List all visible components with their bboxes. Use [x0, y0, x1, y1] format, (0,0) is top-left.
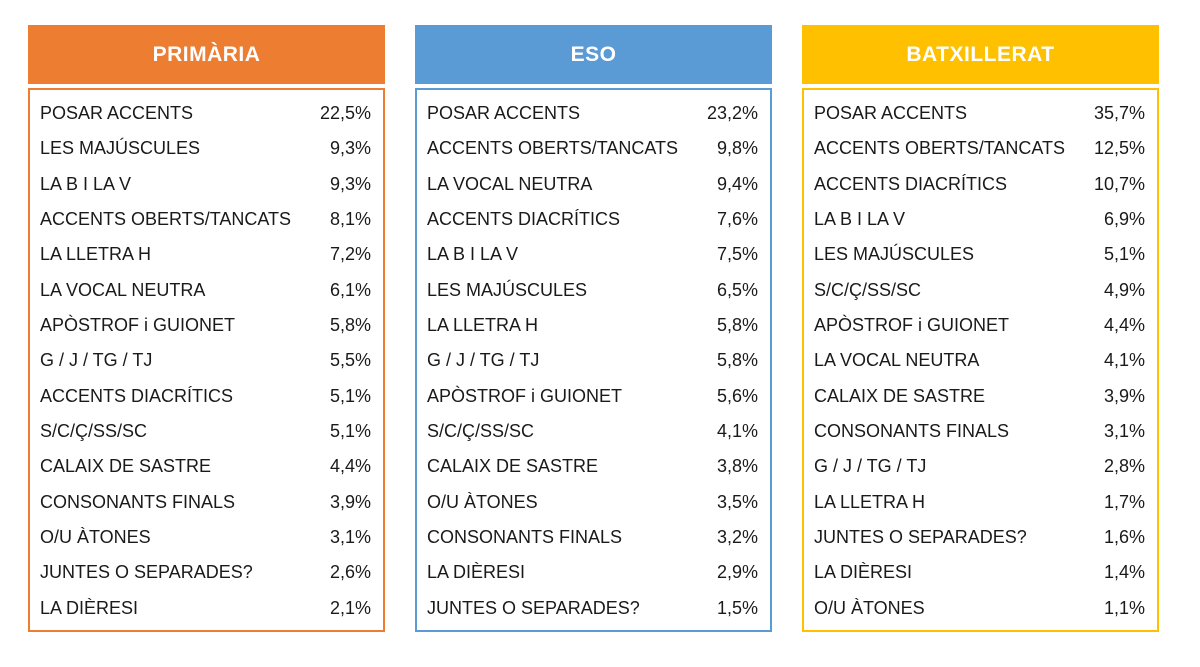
row-value: 12,5%: [1093, 138, 1145, 159]
row-label: LA DIÈRESI: [427, 562, 526, 583]
table-row: [40, 520, 371, 555]
row-label: CONSONANTS FINALS: [40, 491, 236, 512]
row-label: ACCENTS OBERTS/TANCATS: [427, 138, 679, 159]
row-value: 5,8%: [716, 315, 758, 336]
row-value: 2,9%: [716, 562, 758, 583]
row-value: 3,8%: [716, 456, 758, 477]
row-label: JUNTES O SEPARADES?: [40, 562, 253, 583]
row-value: 3,5%: [716, 491, 758, 512]
table-row: [427, 202, 758, 237]
table-row: [40, 591, 371, 626]
row-value: 4,4%: [1103, 315, 1145, 336]
row-value: 7,6%: [716, 209, 758, 230]
panel-body: [28, 88, 385, 632]
panel-header: [802, 25, 1159, 84]
row-label: ACCENTS DIACRÍTICS: [40, 385, 234, 406]
table-row: [427, 591, 758, 626]
row-label: CONSONANTS FINALS: [427, 527, 623, 548]
row-label: LES MAJÚSCULES: [427, 279, 588, 300]
row-value: 4,1%: [1103, 350, 1145, 371]
row-label: CALAIX DE SASTRE: [40, 456, 212, 477]
table-row: [427, 555, 758, 590]
row-label: G / J / TG / TJ: [427, 350, 540, 371]
row-value: 9,3%: [329, 138, 371, 159]
row-value: 2,8%: [1103, 456, 1145, 477]
table-row: [40, 379, 371, 414]
panel-header: [28, 25, 385, 84]
row-label: POSAR ACCENTS: [814, 103, 968, 124]
table-row: [427, 167, 758, 202]
panel-title: PRIMÀRIA: [152, 42, 261, 66]
table-row: [40, 485, 371, 520]
panel: [802, 25, 1159, 632]
row-label: LA DIÈRESI: [814, 562, 913, 583]
table-row: [40, 555, 371, 590]
row-value: 1,4%: [1103, 562, 1145, 583]
row-label: APÒSTROF i GUIONET: [427, 385, 623, 406]
row-label: LA B I LA V: [814, 209, 906, 230]
row-value: 22,5%: [319, 103, 371, 124]
table-row: [427, 131, 758, 166]
row-label: JUNTES O SEPARADES?: [814, 527, 1027, 548]
row-label: LA LLETRA H: [40, 244, 152, 265]
table-row: [814, 131, 1145, 166]
row-value: 2,6%: [329, 562, 371, 583]
table-row: [814, 379, 1145, 414]
row-value: 4,9%: [1103, 279, 1145, 300]
table-row: [427, 308, 758, 343]
row-label: S/C/Ç/SS/SC: [814, 279, 922, 300]
row-value: 1,6%: [1103, 527, 1145, 548]
table-row: [814, 414, 1145, 449]
row-label: ACCENTS OBERTS/TANCATS: [40, 209, 292, 230]
table-row: [814, 202, 1145, 237]
table-row: [814, 343, 1145, 378]
table-row: [427, 96, 758, 131]
row-label: ACCENTS OBERTS/TANCATS: [814, 138, 1066, 159]
row-value: 6,9%: [1103, 209, 1145, 230]
table-row: [814, 167, 1145, 202]
row-label: S/C/Ç/SS/SC: [40, 421, 148, 442]
table-row: [814, 591, 1145, 626]
table-row: [427, 343, 758, 378]
panel-title: ESO: [570, 42, 617, 66]
row-label: ACCENTS DIACRÍTICS: [814, 173, 1008, 194]
row-value: 5,6%: [716, 385, 758, 406]
table-row: [40, 167, 371, 202]
row-value: 3,1%: [329, 527, 371, 548]
row-label: LA VOCAL NEUTRA: [814, 350, 980, 371]
row-value: 3,2%: [716, 527, 758, 548]
table-row: [40, 273, 371, 308]
row-label: S/C/Ç/SS/SC: [427, 421, 535, 442]
row-value: 1,7%: [1103, 491, 1145, 512]
table-row: [427, 485, 758, 520]
table-row: [814, 520, 1145, 555]
row-value: 23,2%: [706, 103, 758, 124]
table-row: [427, 273, 758, 308]
panel: [28, 25, 385, 632]
row-label: LA B I LA V: [427, 244, 519, 265]
row-value: 7,2%: [329, 244, 371, 265]
row-value: 5,5%: [329, 350, 371, 371]
row-value: 9,4%: [716, 173, 758, 194]
table-row: [40, 449, 371, 484]
table-row: [40, 414, 371, 449]
table-row: [40, 202, 371, 237]
row-label: O/U ÀTONES: [814, 597, 925, 618]
panel-title: BATXILLERAT: [906, 42, 1055, 66]
table-row: [427, 379, 758, 414]
table-row: [427, 449, 758, 484]
row-value: 5,1%: [1103, 244, 1145, 265]
row-value: 2,1%: [329, 597, 371, 618]
row-value: 9,8%: [716, 138, 758, 159]
row-label: LES MAJÚSCULES: [40, 138, 201, 159]
row-label: APÒSTROF i GUIONET: [40, 315, 236, 336]
row-label: CALAIX DE SASTRE: [427, 456, 599, 477]
table-row: [427, 414, 758, 449]
table-row: [427, 237, 758, 272]
table-row: [814, 96, 1145, 131]
row-value: 4,1%: [716, 421, 758, 442]
row-value: 6,5%: [716, 279, 758, 300]
row-label: LA VOCAL NEUTRA: [427, 173, 593, 194]
row-value: 4,4%: [329, 456, 371, 477]
row-label: G / J / TG / TJ: [40, 350, 153, 371]
panel-body: [415, 88, 772, 632]
table-row: [40, 131, 371, 166]
row-label: ACCENTS DIACRÍTICS: [427, 209, 621, 230]
table-row: [40, 343, 371, 378]
row-label: G / J / TG / TJ: [814, 456, 927, 477]
row-label: CALAIX DE SASTRE: [814, 385, 986, 406]
row-label: O/U ÀTONES: [427, 491, 538, 512]
row-value: 1,1%: [1103, 597, 1145, 618]
row-label: APÒSTROF i GUIONET: [814, 315, 1010, 336]
table-row: [814, 485, 1145, 520]
row-value: 3,9%: [1103, 385, 1145, 406]
table-row: [40, 96, 371, 131]
row-label: LA VOCAL NEUTRA: [40, 279, 206, 300]
row-value: 10,7%: [1093, 173, 1145, 194]
table-row: [427, 520, 758, 555]
row-label: JUNTES O SEPARADES?: [427, 597, 640, 618]
table-row: [814, 308, 1145, 343]
panel-header: [415, 25, 772, 84]
row-label: LA LLETRA H: [427, 315, 539, 336]
row-label: POSAR ACCENTS: [40, 103, 194, 124]
row-value: 5,1%: [329, 421, 371, 442]
panel: [415, 25, 772, 632]
row-value: 7,5%: [716, 244, 758, 265]
row-value: 5,8%: [716, 350, 758, 371]
table-row: [814, 273, 1145, 308]
row-label: LES MAJÚSCULES: [814, 244, 975, 265]
row-label: O/U ÀTONES: [40, 527, 151, 548]
table-row: [814, 449, 1145, 484]
row-value: 5,8%: [329, 315, 371, 336]
table-row: [40, 237, 371, 272]
row-value: 6,1%: [329, 279, 371, 300]
panels: [28, 25, 1159, 632]
row-label: CONSONANTS FINALS: [814, 421, 1010, 442]
row-value: 35,7%: [1093, 103, 1145, 124]
row-label: LA DIÈRESI: [40, 597, 139, 618]
panel-body: [802, 88, 1159, 632]
row-label: LA B I LA V: [40, 173, 132, 194]
row-value: 5,1%: [329, 385, 371, 406]
row-value: 9,3%: [329, 173, 371, 194]
table-row: [814, 237, 1145, 272]
row-value: 3,1%: [1103, 421, 1145, 442]
table-row: [814, 555, 1145, 590]
row-label: POSAR ACCENTS: [427, 103, 581, 124]
row-label: LA LLETRA H: [814, 491, 926, 512]
row-value: 8,1%: [329, 209, 371, 230]
row-value: 3,9%: [329, 491, 371, 512]
table-row: [40, 308, 371, 343]
row-value: 1,5%: [716, 597, 758, 618]
